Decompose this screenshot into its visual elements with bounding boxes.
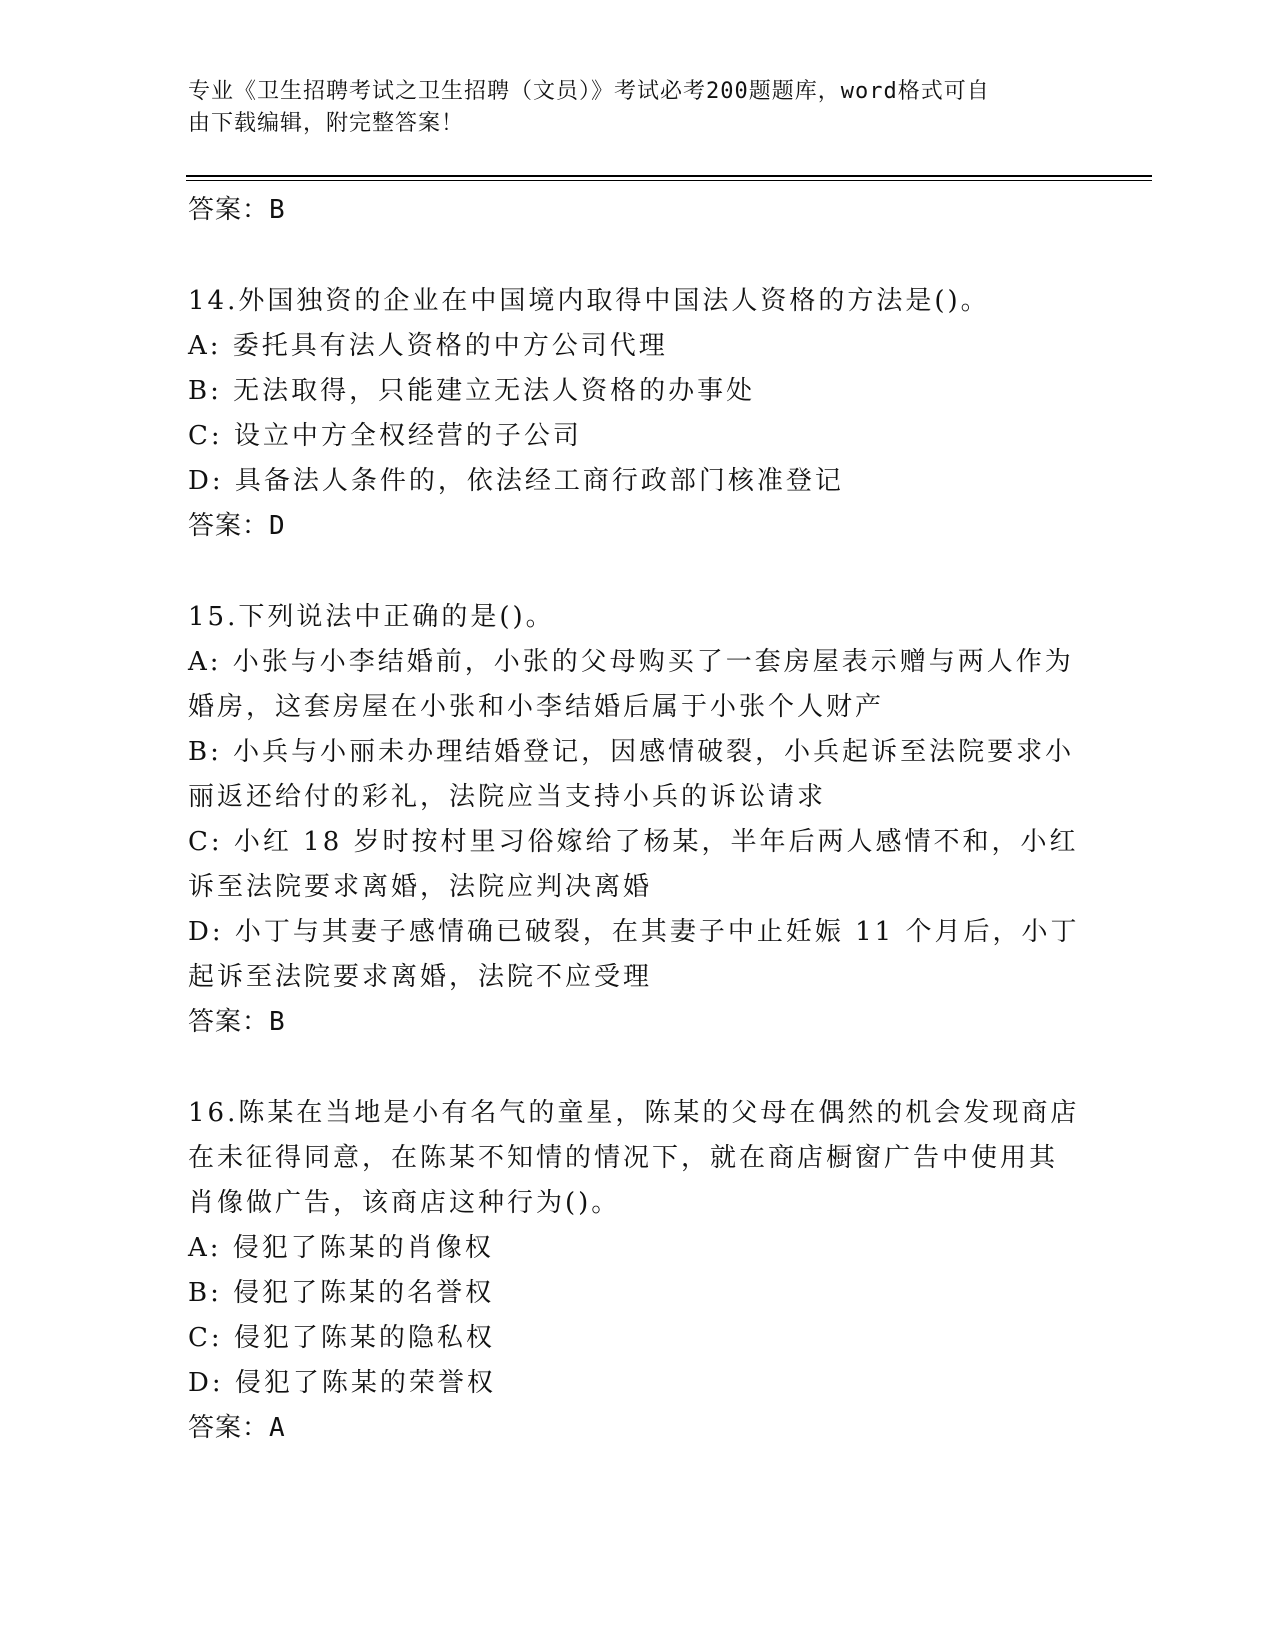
question-16: [188, 1091, 1088, 1451]
option-a: A: 委托具有法人资格的中方公司代理: [188, 331, 668, 361]
answer-value: D: [269, 511, 286, 541]
question-stem-line: 14.外国独资的企业在中国境内取得中国法人资格的方法是()。: [188, 286, 990, 316]
answer-label: 答案：: [188, 511, 270, 541]
option-b-line-2: 丽返还给付的彩礼，法院应当支持小兵的诉讼请求: [188, 782, 827, 812]
answer-line: [188, 1406, 1088, 1451]
option-b-line-1: B: 小兵与小丽未办理结婚登记，因感情破裂，小兵起诉至法院要求小: [188, 737, 1075, 767]
answer-value: B: [269, 195, 286, 225]
question-content: [188, 188, 1088, 1451]
question-15: [188, 595, 1088, 1045]
question-stem-line-1: 16.陈某在当地是小有名气的童星，陈某的父母在偶然的机会发现商店: [188, 1098, 1080, 1128]
option-d: D: 具备法人条件的，依法经工商行政部门核准登记: [188, 466, 844, 496]
option-c-line-1: C: 小红 18 岁时按村里习俗嫁给了杨某，半年后两人感情不和，小红: [188, 827, 1079, 857]
answer-value: B: [269, 1007, 286, 1037]
header-line-2: 由下载编辑，附完整答案！: [188, 111, 465, 136]
document-header: [188, 76, 1068, 140]
header-line-1: 专业《卫生招聘考试之卫生招聘（文员）》考试必考200题题库，word格式可自: [188, 79, 990, 104]
answer-value: A: [269, 1413, 286, 1443]
option-a: A: 侵犯了陈某的肖像权: [188, 1233, 494, 1263]
header-divider-thin: [186, 180, 1152, 181]
question-stem-line-2: 在未征得同意，在陈某不知情的情况下，就在商店橱窗广告中使用其: [188, 1143, 1059, 1173]
option-c-line-2: 诉至法院要求离婚，法院应判决离婚: [188, 872, 653, 902]
question-stem-line: 15.下列说法中正确的是()。: [188, 602, 555, 632]
answer-line-13: [188, 188, 1088, 233]
option-d: D: 侵犯了陈某的荣誉权: [188, 1368, 496, 1398]
option-d-line-2: 起诉至法院要求离婚，法院不应受理: [188, 962, 653, 992]
option-b: B: 侵犯了陈某的名誉权: [188, 1278, 495, 1308]
option-c: C: 侵犯了陈某的隐私权: [188, 1323, 495, 1353]
option-b: B: 无法取得，只能建立无法人资格的办事处: [188, 376, 756, 406]
question-stem-line-3: 肖像做广告，该商店这种行为()。: [188, 1188, 621, 1218]
spacer: [188, 1045, 1088, 1091]
header-divider-thick: [186, 175, 1152, 177]
answer-label: 答案：: [188, 1413, 270, 1443]
answer-label: 答案：: [188, 1007, 270, 1037]
answer-line: [188, 1000, 1088, 1045]
answer-line: [188, 504, 1088, 549]
spacer: [188, 549, 1088, 595]
option-a-line-1: A: 小张与小李结婚前，小张的父母购买了一套房屋表示赠与两人作为: [188, 647, 1074, 677]
option-c: C: 设立中方全权经营的子公司: [188, 421, 582, 451]
answer-label: 答案：: [188, 195, 270, 225]
option-a-line-2: 婚房，这套房屋在小张和小李结婚后属于小张个人财产: [188, 692, 885, 722]
option-d-line-1: D: 小丁与其妻子感情确已破裂，在其妻子中止妊娠 11 个月后，小丁: [188, 917, 1080, 947]
question-14: [188, 279, 1088, 549]
spacer: [188, 233, 1088, 279]
